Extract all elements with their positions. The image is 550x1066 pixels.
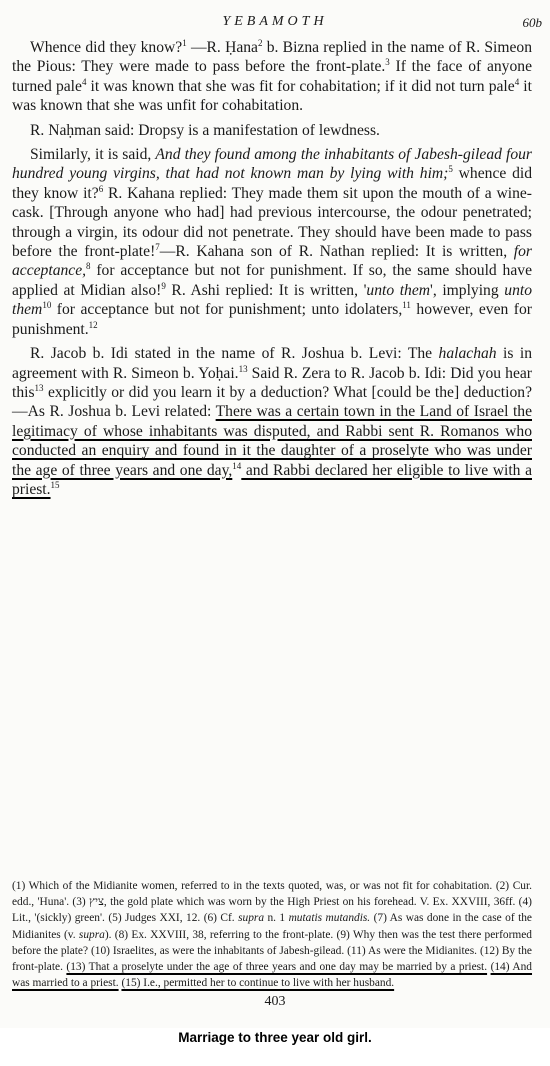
italic-text: unto them [12, 281, 532, 319]
underlined-text: (14) And was married to a priest. [12, 961, 533, 990]
footnote-marker: 12 [88, 319, 98, 330]
footnote-marker: 13 [34, 382, 44, 393]
text-run: Similarly, it is said, [30, 146, 156, 164]
footnote-marker: 9 [161, 280, 166, 291]
footnote-marker: 15 [50, 479, 60, 490]
text-run: is in agreement with R. Simeon b. Yoḥai. [12, 345, 532, 382]
text-run: b. Bizna replied in the name of R. Simeon the Pious: They were made to pass before the front-plate. [12, 39, 532, 76]
text-run: however, even for punishment. [12, 301, 532, 338]
footnote-marker: 5 [448, 164, 453, 175]
text-run: (5) Judges XXI, 12. [108, 912, 201, 925]
underlined-text: (15) I.e., permitted her to continue to live with her husband. [121, 977, 395, 990]
text-run: (12) By the front-plate. [12, 944, 532, 974]
text-run: (8) Ex. XXVIII, 38, referring to the front-plate. [114, 928, 334, 941]
paragraph [12, 121, 532, 140]
paragraph [12, 38, 532, 116]
footnote-marker: 6 [98, 183, 104, 194]
footnote-marker: 8 [86, 261, 91, 272]
text-run: it was known that she was fit for cohabitation; if it did not turn pale [86, 77, 515, 95]
underlined-text: There was a certain town in the Land of Israel the legitimacy of whose inhabitants was disputed, and Rabbi sent R. Romanos who conducted an enquiry and found in it the daughter of a proselyte who was under the age of three years and one day, [12, 403, 532, 479]
text-run: for acceptance but not for punishment. If so, the same should have applied at Midian also! [12, 262, 532, 299]
footnote-marker: 7 [155, 241, 160, 252]
text-run: Whence did they know? [30, 39, 183, 56]
page-number: 403 [264, 994, 286, 1009]
text-run: ). [104, 928, 112, 941]
underlined-text: and Rabbi declared her eligible to live with a priest. [12, 461, 532, 498]
text-run: Said R. Zera to R. Jacob b. Idi: Did you hear this [12, 364, 532, 401]
footnote [204, 912, 370, 924]
text-run: n. 1 [264, 912, 289, 925]
footnote-marker: 2 [257, 37, 263, 48]
footnote [347, 945, 477, 957]
text-run: R. Ashi replied: It is written, ' [165, 281, 367, 299]
footnote-marker: 1 [182, 37, 187, 48]
footnote-marker: 13 [238, 363, 248, 374]
footnote-marker: 14 [232, 460, 242, 471]
footnote [121, 977, 394, 989]
paragraph [12, 344, 532, 499]
footnote [72, 896, 515, 908]
footnote [91, 945, 344, 957]
italic-text: for acceptance, [12, 243, 532, 280]
footnotes [12, 878, 532, 991]
italic-text: unto them [366, 281, 431, 299]
text-run: (11) As were the Midianites. [347, 944, 478, 957]
italic-text: And they found among the inhabitants of Jabesh-gilead four hundred young virgins, that had not known man by lying with him; [12, 146, 533, 183]
footnote-marker: 3 [385, 57, 390, 68]
image-caption: Marriage to three year old girl. [178, 1030, 372, 1045]
text-run: If the face of anyone turned pale [12, 58, 532, 95]
text-run: (2) Cur. edd., 'Huna'. [12, 880, 532, 909]
paragraph [12, 145, 532, 339]
footnote-marker: 10 [42, 300, 52, 311]
text-run: it was known that she was unfit for cohabitation. [12, 77, 532, 115]
text-run: for acceptance but not for punishment; unto idolaters, [51, 301, 403, 319]
folio-number: 60b [522, 15, 542, 30]
text-run: (3) ציץ, the gold plate which was worn by the High Priest on his forehead. V. Ex. XXVIII, 36ff. [72, 896, 516, 909]
italic-text: halachah [438, 345, 497, 363]
text-run: whence did they know it? [12, 165, 533, 202]
text-run: —R. Ḥana [186, 39, 258, 56]
footnote-marker: 11 [402, 300, 411, 311]
italic-text: supra [238, 912, 265, 925]
text-run: (6) Cf. [203, 912, 239, 925]
text-run: explicitly or did you learn it by a deduction? What [could be the] deduction?—As R. Joshua b. Levi related: [12, 383, 532, 421]
text-run: (4) Lit., '(sickly) green'. [12, 896, 532, 925]
footnote [108, 912, 200, 924]
italic-text: mutatis mutandis. [288, 912, 371, 925]
text-run: (7) As was done in the case of the Midianites (v. [12, 912, 532, 941]
footnote [12, 880, 492, 892]
text-run: (10) Israelites, as were the inhabitants of Jabesh-gilead. [90, 944, 345, 957]
italic-text: supra [78, 928, 105, 941]
text-run: ', implying [430, 281, 505, 299]
running-head: YEBAMOTH [222, 14, 328, 29]
footnote [115, 929, 333, 941]
main-text [12, 38, 532, 504]
text-run: (9) Why then was the test there performed before the plate? [12, 928, 532, 957]
text-run: —R. Kahana son of R. Nathan replied: It is written, [159, 243, 514, 261]
footnote-marker: 4 [81, 76, 87, 87]
footnote [66, 961, 487, 973]
page-header [0, 14, 550, 34]
text-run: R. Kahana replied: They made them sit upon the mouth of a wine-cask. [Through anyone who had] had previous intercourse, the odour penetrated; through a virgin, its odour did not penetrate. They should have been made to pass before the front-plate! [12, 184, 533, 261]
text-run: R. Naḥman said: Dropsy is a manifestation of lewdness. [30, 121, 380, 139]
text-run: (1) Which of the Midianite women, referred to in the texts quoted, was, or was not fit for cohabitation. [12, 880, 493, 892]
text-run: R. Jacob b. Idi stated in the name of R. Joshua b. Levi: The [30, 345, 439, 363]
footnote-marker: 4 [514, 76, 520, 87]
underlined-text: (13) That a proselyte under the age of three years and one day may be married by a priest. [66, 961, 488, 974]
